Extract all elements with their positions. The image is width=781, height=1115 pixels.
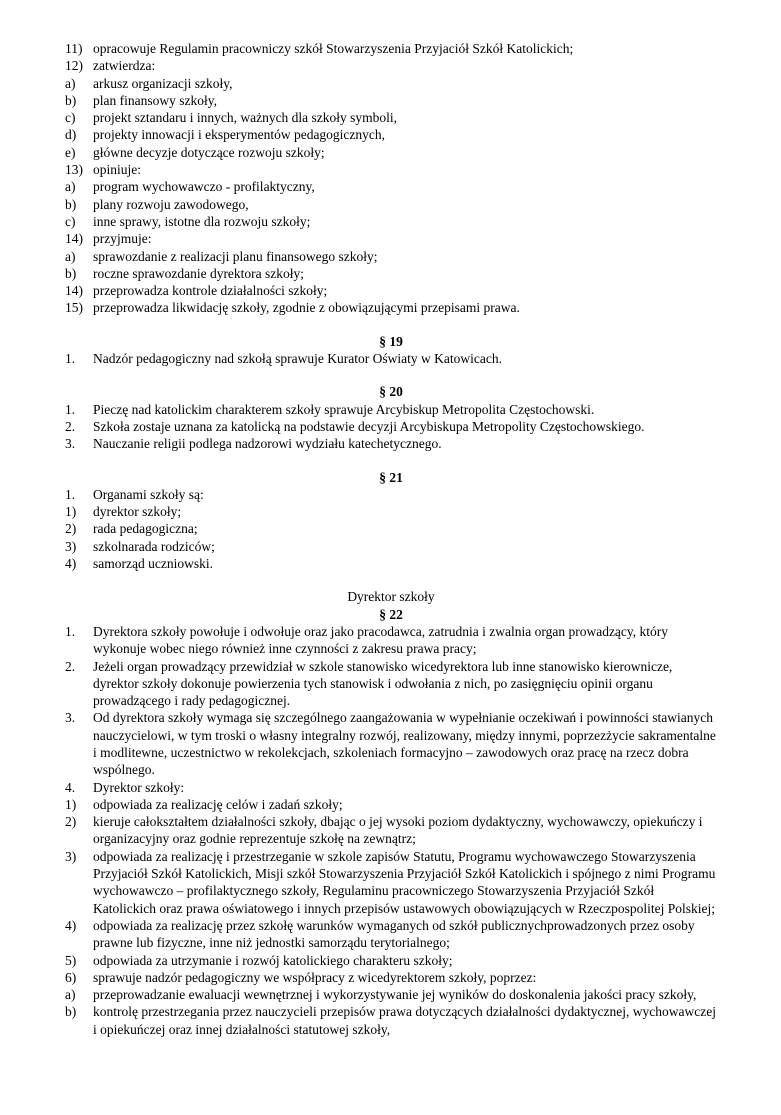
list-item-marker: 1. (65, 486, 76, 502)
list-item (65, 848, 717, 917)
list-item (65, 57, 717, 74)
list-item-text: przeprowadzanie ewaluacji wewnętrznej i wykorzystywanie jej wyników do doskonalenia jakości pracy szkoły, (93, 987, 697, 1003)
list-item-marker: a) (65, 248, 76, 264)
list-item (65, 109, 717, 126)
list-item (65, 986, 717, 1003)
list-item-text: plan finansowy szkoły, (93, 92, 217, 108)
list-item-marker: 2. (65, 658, 76, 674)
list-item (65, 230, 717, 247)
list-item-text: Nauczanie religii podlega nadzorowi wydziału katechetycznego. (93, 436, 442, 452)
list-item-text: inne sprawy, istotne dla rozwoju szkoły; (93, 213, 311, 229)
list-item (65, 779, 717, 796)
list-item-text: Nadzór pedagogiczny nad szkołą sprawuje Kurator Oświaty w Katowicach. (93, 351, 502, 367)
list-item (65, 520, 717, 537)
list-item (65, 144, 717, 161)
list-item (65, 503, 717, 520)
list-item-text: Organami szkoły są: (93, 486, 204, 502)
list-item (65, 969, 717, 986)
list-item-text: Dyrektor szkoły: (93, 779, 185, 795)
list-item (65, 350, 717, 367)
list-item (65, 435, 717, 452)
list-item (65, 538, 717, 555)
list-item-text: projekty innowacji i eksperymentów pedagogicznych, (93, 127, 386, 143)
list-item-text: przeprowadza likwidację szkoły, zgodnie z obowiązującymi przepisami prawa. (93, 300, 520, 316)
list-item-marker: 4. (65, 779, 76, 795)
list-item-marker: 3) (65, 848, 77, 864)
list-item-marker: 2. (65, 418, 76, 434)
list-item (65, 486, 717, 503)
list-item (65, 196, 717, 213)
list-item-text: samorząd uczniowski. (93, 556, 213, 572)
list-item (65, 418, 717, 435)
list-item-marker: b) (65, 265, 77, 281)
list-item-text: projekt sztandaru i innych, ważnych dla szkoły symboli, (93, 110, 398, 126)
list-item-marker: 4) (65, 556, 77, 572)
list-item (65, 796, 717, 813)
list-item-text: arkusz organizacji szkoły, (93, 75, 233, 91)
list-item-text: program wychowawczo - profilaktyczny, (93, 179, 315, 195)
list-item-marker: b) (65, 196, 77, 212)
list-item-marker: a) (65, 987, 76, 1003)
list-item (65, 952, 717, 969)
list-item (65, 917, 717, 952)
list-item-text: szkolnarada rodziców; (93, 538, 215, 554)
list-item-text: przeprowadza kontrole działalności szkoły; (93, 283, 328, 299)
list-item-text: Pieczę nad katolickim charakterem szkoły sprawuje Arcybiskup Metropolita Częstochowski. (93, 401, 595, 417)
list-item (65, 282, 717, 299)
list-item-marker: 2) (65, 521, 77, 537)
list-item (65, 178, 717, 195)
list-item-marker: b) (65, 1004, 77, 1020)
list-item (65, 658, 717, 710)
list-item (65, 92, 717, 109)
list-item-marker: 1. (65, 351, 76, 367)
list-item-text: główne decyzje dotyczące rozwoju szkoły; (93, 144, 325, 160)
list-item-marker: 15) (65, 300, 83, 316)
list-item (65, 709, 717, 778)
list-item-text: przyjmuje: (93, 231, 152, 247)
list-item (65, 813, 717, 848)
list-item-marker: 11) (65, 41, 83, 56)
list-item-text: roczne sprawozdanie dyrektora szkoły; (93, 265, 305, 281)
list-item-marker: 3) (65, 538, 77, 554)
document-body (65, 40, 717, 1038)
list-item-marker: 14) (65, 283, 83, 299)
list-item (65, 1003, 717, 1038)
list-item (65, 265, 717, 282)
list-item-marker: 1) (65, 504, 77, 520)
section-heading: § 19 (379, 333, 403, 349)
list-item (65, 299, 717, 316)
list-item-marker: c) (65, 213, 76, 229)
list-item-text: Od dyrektora szkoły wymaga się szczególnego zaangażowania w wypełnianie oczekiwań i powinności stawianych nauczycielowi, w tym troski o własny integralny rozwój, realizowany, między innymi, poprzezżycie sakramentalne i modlitewne, uczestnictwo w rekolekcjach, szkoleniach formacyjno – zawodowych oraz pracę na rzecz dobra wspólnego. (93, 710, 716, 778)
list-item-text: dyrektor szkoły; (93, 504, 182, 520)
list-item-marker: 1) (65, 796, 77, 812)
list-item-text: odpowiada za realizację i przestrzeganie w szkole zapisów Statutu, Programu wychowawczego Stowarzyszenia Przyjaciół Szkół Katolickich, Misji szkół Stowarzyszenia Przyjaciół Szkół Katolickich i spójnego z nimi Programu wychowawczo – profilaktycznego szkoły, Regulaminu pracowniczego Stowarzyszenia Przyjaciół Szkół Katolickich oraz prawa oświatowego i innych przepisów ustawowych obowiązujących w Rzeczpospolitej Polskiej; (93, 848, 716, 916)
list-item (65, 555, 717, 572)
list-item-marker: a) (65, 75, 76, 91)
list-item-marker: e) (65, 144, 76, 160)
list-item (65, 401, 717, 418)
list-item-text: kieruje całokształtem działalności szkoły, dbając o jej wysoki poziom dydaktyczny, wychowawczy, opiekuńczy i organizacyjny oraz godnie reprezentuje szkołę na zewnątrz; (93, 814, 703, 847)
list-item (65, 248, 717, 265)
list-item-marker: 4) (65, 917, 77, 933)
list-item-marker: 3. (65, 436, 76, 452)
list-item-marker: 12) (65, 58, 83, 74)
list-item (65, 213, 717, 230)
list-item-text: zatwierdza: (93, 58, 156, 74)
list-item-marker: 14) (65, 231, 83, 247)
list-item-text: sprawozdanie z realizacji planu finansowego szkoły; (93, 248, 378, 264)
list-item-text: plany rozwoju zawodowego, (93, 196, 249, 212)
list-item-marker: 1. (65, 623, 76, 639)
list-item (65, 40, 717, 57)
list-item (65, 75, 717, 92)
list-item-text: odpowiada za realizację przez szkołę warunków wymaganych od szkół publicznychprowadzonych przez osoby prawne lub fizyczne, inne niż jednostki samorządu terytorialnego; (93, 917, 695, 951)
list-item-text: opracowuje Regulamin pracowniczy szkół Stowarzyszenia Przyjaciół Szkół Katolickich; (93, 41, 574, 56)
list-item-marker: 3. (65, 710, 76, 726)
list-item-marker: c) (65, 110, 76, 126)
section-heading: § 20 (379, 384, 403, 400)
list-item-marker: 5) (65, 952, 77, 968)
list-item (65, 161, 717, 178)
list-item-text: sprawuje nadzór pedagogiczny we współpracy z wicedyrektorem szkoły, poprzez: (93, 969, 537, 985)
list-item-marker: 6) (65, 969, 77, 985)
list-item-marker: d) (65, 127, 77, 143)
list-item-marker: 1. (65, 401, 76, 417)
list-item-text: kontrolę przestrzegania przez nauczycieli przepisów prawa dotyczących działalności dydaktycznej, wychowawczej i opiekuńczej oraz innej działalności statutowej szkoły, (93, 1004, 716, 1037)
list-item-marker: 13) (65, 162, 83, 178)
section-heading: § 22 (379, 606, 403, 622)
list-item-text: rada pedagogiczna; (93, 521, 198, 537)
list-item-text: Szkoła zostaje uznana za katolicką na podstawie decyzji Arcybiskupa Metropolity Częstochowskiego. (93, 418, 645, 434)
list-item-text: Dyrektora szkoły powołuje i odwołuje oraz jako pracodawca, zatrudnia i zwalnia organ prowadzący, który wykonuje wobec niego również inne czynności z zakresu prawa pracy; (93, 623, 669, 657)
list-item (65, 126, 717, 143)
list-item-marker: b) (65, 92, 77, 108)
section-heading: § 21 (379, 469, 403, 485)
list-item-text: opiniuje: (93, 162, 141, 178)
section-subtitle: Dyrektor szkoły (347, 589, 435, 605)
list-item (65, 623, 717, 658)
list-item-text: odpowiada za utrzymanie i rozwój katolickiego charakteru szkoły; (93, 952, 453, 968)
list-item-marker: a) (65, 179, 76, 195)
list-item-text: odpowiada za realizację celów i zadań szkoły; (93, 796, 343, 812)
list-item-marker: 2) (65, 814, 77, 830)
list-item-text: Jeżeli organ prowadzący przewidział w szkole stanowisko wicedyrektora lub inne stanowisko kierownicze, dyrektor szkoły dokonuje powierzenia tych stanowisk i odwołania z nich, po zasięgnięciu opinii organu prowadzącego i rady pedagogicznej. (93, 658, 673, 709)
